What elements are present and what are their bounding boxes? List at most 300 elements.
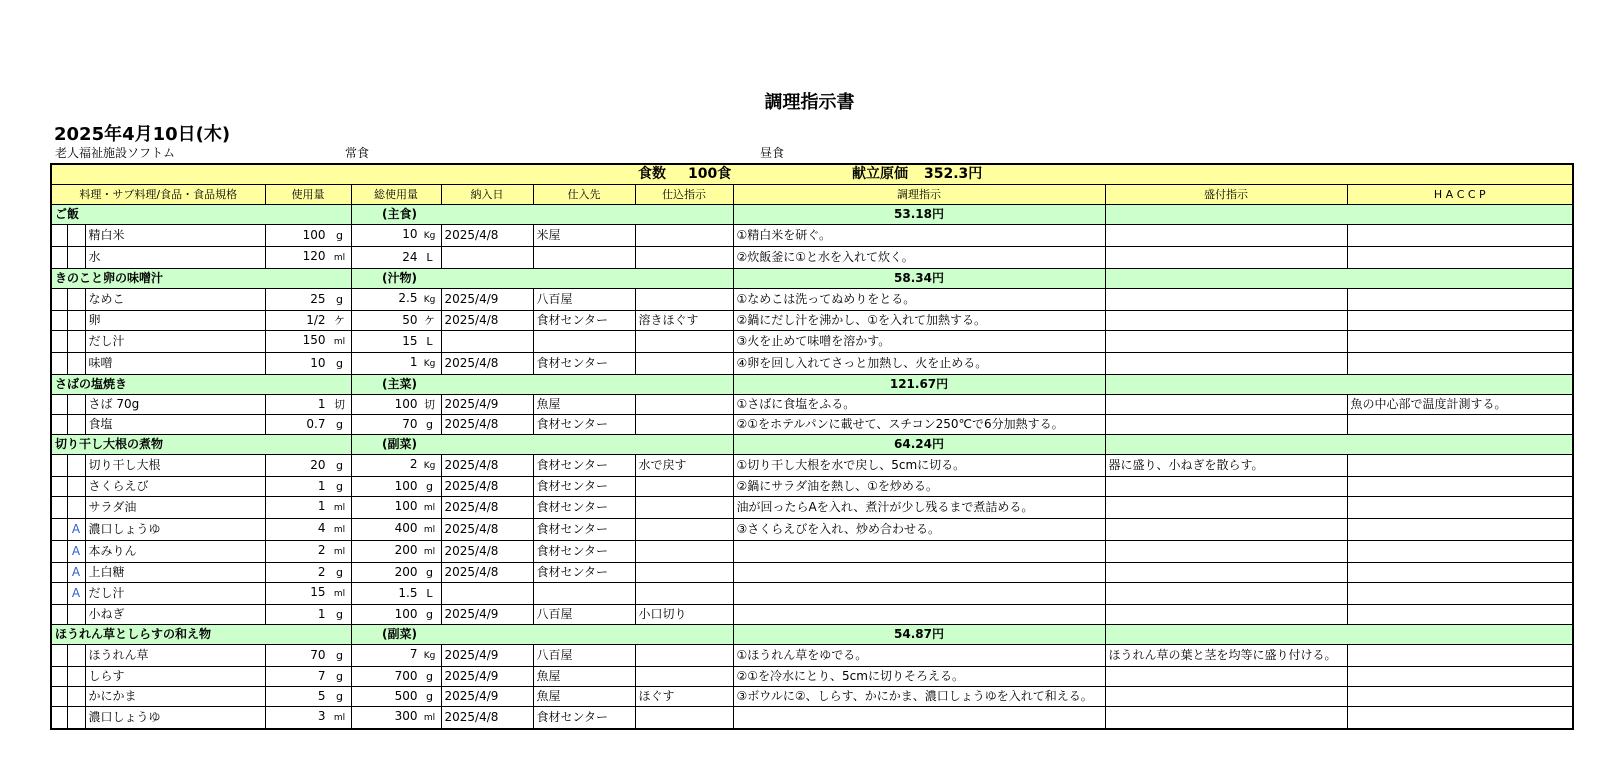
prep-instruction [635,289,733,311]
prep-instruction [635,415,733,435]
ingredient-name: かにかま [85,687,265,707]
supplier [533,331,635,353]
cooking-instruction [733,563,1105,583]
dish-name [51,435,417,455]
ingredient-name: ほうれん草 [85,645,265,667]
ingredient-row [51,497,1573,519]
plating-instruction [1105,395,1347,415]
usage-amount: 1 [317,479,326,493]
usage-unit: g [336,690,343,703]
header-haccp: H A C C P [1347,185,1573,205]
cooking-instruction: ①なめこは洗ってぬめりをとる。 [733,289,1105,311]
usage-unit: g [336,566,343,579]
delivery-date: 2025/4/8 [441,311,533,331]
usage-cell [265,605,351,625]
ingredient-row [51,311,1573,331]
delivery-date: 2025/4/8 [441,455,533,477]
cooking-instruction: 油が回ったらAを入れ、煮汁が少し残るまで煮詰める。 [733,497,1105,519]
usage-unit: g [336,608,343,621]
usage-unit: ml [333,713,346,723]
indent-cell [51,247,67,269]
indent-cell [51,563,67,583]
usage-cell [265,331,351,353]
menu-date: 2025年4月10日(木) [54,124,231,145]
ingredient-name: 切り干し大根 [85,455,265,477]
usage-cell [265,707,351,730]
usage-cell [265,497,351,519]
usage-amount: 120 [302,249,326,263]
usage-amount: 1/2 [306,313,326,327]
ingredient-row [51,667,1573,687]
plating-instruction [1105,497,1347,519]
usage-unit: g [336,459,343,472]
usage-unit: g [336,418,343,431]
usage-cell [265,519,351,541]
delivery-date: 2025/4/8 [441,353,533,375]
haccp-note [1347,353,1573,375]
indent-cell [51,687,67,707]
usage-amount: 1 [317,607,326,621]
seasoning-group-mark [67,477,85,497]
seasoning-group-mark: A [67,563,85,583]
total-amount: 1 [409,355,418,369]
seasoning-group-mark [67,455,85,477]
usage-cell [265,353,351,375]
usage-unit: g [336,480,343,493]
total-unit: g [426,670,433,683]
dish-name-text: 切り干し大根の煮物 [55,437,164,451]
total-unit: 切 [424,398,435,411]
supplier: 魚屋 [533,687,635,707]
usage-cell [265,541,351,563]
usage-amount: 5 [317,689,326,703]
cooking-instruction-table [50,163,1574,730]
supplier: 食材センター [533,353,635,375]
delivery-date: 2025/4/8 [441,225,533,247]
delivery-date: 2025/4/9 [441,605,533,625]
header-prep: 仕込指示 [635,185,733,205]
total-cell [351,395,441,415]
usage-amount: 2 [317,543,326,557]
total-cell [351,563,441,583]
prep-instruction [635,331,733,353]
indent-cell [51,311,67,331]
total-amount: 400 [394,521,418,535]
cost-label: 献立原価 [852,166,908,182]
plating-instruction [1105,247,1347,269]
total-cell [351,541,441,563]
dish-row [51,435,1573,455]
total-amount: 100 [394,499,418,513]
dish-spacer [1105,435,1573,455]
delivery-date: 2025/4/8 [441,519,533,541]
total-amount: 15 [402,334,418,348]
total-amount: 100 [394,479,418,493]
total-cell [351,289,441,311]
haccp-note [1347,311,1573,331]
dish-name [51,269,417,289]
usage-unit: g [336,649,343,662]
ingredient-row [51,415,1573,435]
supplier: 食材センター [533,455,635,477]
delivery-date: 2025/4/8 [441,563,533,583]
dish-name-text: きのこと卵の味噌汁 [55,271,164,285]
meal-type: 昼食 [760,146,785,160]
header-row [51,185,1573,205]
ingredient-name: 上白糖 [85,563,265,583]
cooking-instruction: ②炊飯釜に①と水を入れて炊く。 [733,247,1105,269]
ingredient-row [51,455,1573,477]
supplier: 食材センター [533,415,635,435]
total-cell [351,583,441,605]
usage-unit: ml [333,337,346,347]
cooking-instruction: ①精白米を研ぐ。 [733,225,1105,247]
usage-unit: 切 [334,398,345,411]
ingredient-name: 精白米 [85,225,265,247]
total-unit: ml [423,547,436,557]
seasoning-group-mark [67,353,85,375]
plating-instruction [1105,311,1347,331]
seasoning-group-mark [67,225,85,247]
usage-cell [265,583,351,605]
total-unit: Kg [423,651,436,661]
usage-cell [265,395,351,415]
haccp-note [1347,225,1573,247]
ingredient-name: サラダ油 [85,497,265,519]
usage-unit: g [336,293,343,306]
total-cell [351,687,441,707]
haccp-note [1347,707,1573,730]
facility-name: 老人福祉施設ソフトム [55,146,176,160]
delivery-date: 2025/4/9 [441,645,533,667]
supplier: 食材センター [533,311,635,331]
usage-cell [265,645,351,667]
ingredient-row [51,563,1573,583]
dish-cost: 121.67円 [733,375,1105,395]
delivery-date [441,331,533,353]
haccp-note [1347,289,1573,311]
plating-instruction [1105,415,1347,435]
total-amount: 700 [394,669,418,683]
haccp-note [1347,563,1573,583]
usage-amount: 70 [310,648,326,662]
seasoning-group-mark [67,497,85,519]
total-unit: L [426,251,433,264]
seasoning-group-mark: A [67,519,85,541]
haccp-note: 魚の中心部で温度計測する。 [1347,395,1573,415]
prep-instruction [635,225,733,247]
prep-instruction [635,563,733,583]
usage-cell [265,455,351,477]
ingredient-name: だし汁 [85,583,265,605]
total-unit: Kg [423,295,436,305]
dish-row [51,205,1573,225]
prep-instruction [635,667,733,687]
dish-row [51,375,1573,395]
seasoning-group-mark [67,395,85,415]
total-unit: g [426,566,433,579]
prep-instruction [635,497,733,519]
haccp-note [1347,687,1573,707]
indent-cell [51,395,67,415]
total-unit: g [426,418,433,431]
plating-instruction [1105,289,1347,311]
ingredient-row [51,645,1573,667]
supplier [533,583,635,605]
cooking-instruction: ③ボウルに②、しらす、かにかま、濃口しょうゆを入れて和える。 [733,687,1105,707]
usage-amount: 0.7 [306,417,326,431]
indent-cell [51,645,67,667]
total-amount: 1.5 [398,586,418,600]
supplier: 食材センター [533,477,635,497]
ingredient-row [51,353,1573,375]
seasoning-group-mark [67,289,85,311]
total-unit: ml [423,525,436,535]
prep-instruction: 水で戻す [635,455,733,477]
seasoning-group-mark [67,415,85,435]
plating-instruction [1105,519,1347,541]
total-amount: 24 [402,250,418,264]
usage-amount: 10 [310,356,326,370]
usage-cell [265,311,351,331]
supplier: 八百屋 [533,289,635,311]
prep-instruction [635,707,733,730]
indent-cell [51,519,67,541]
seasoning-group-mark [67,605,85,625]
haccp-note [1347,667,1573,687]
ingredient-row [51,395,1573,415]
haccp-note [1347,541,1573,563]
total-unit: Kg [423,359,436,369]
dish-name-text: ほうれん草としらすの和え物 [55,627,212,641]
delivery-date: 2025/4/8 [441,477,533,497]
seasoning-group-mark: A [67,583,85,605]
ingredient-name: だし汁 [85,331,265,353]
total-cell [351,519,441,541]
header-cooking: 調理指示 [733,185,1105,205]
dish-spacer [1105,625,1573,645]
dish-category: (主菜) [382,377,417,391]
haccp-note [1347,497,1573,519]
usage-cell [265,247,351,269]
prep-instruction [635,645,733,667]
ingredient-name: 卵 [85,311,265,331]
ingredient-name: 濃口しょうゆ [85,707,265,730]
usage-unit: ml [333,253,346,263]
dish-spacer [1105,269,1573,289]
dish-spacer [1105,375,1573,395]
cooking-instruction [733,583,1105,605]
dish-name-text: さばの塩焼き [55,377,128,391]
total-cell [351,311,441,331]
total-cell [351,331,441,353]
usage-unit: ml [333,525,346,535]
dish-category: (主食) [382,207,417,221]
total-amount: 200 [394,565,418,579]
total-amount: 500 [394,689,418,703]
usage-amount: 3 [317,709,326,723]
cooking-instruction: ①さばに食塩をふる。 [733,395,1105,415]
total-unit: Kg [423,461,436,471]
plating-instruction [1105,331,1347,353]
total-cell [351,415,441,435]
plating-instruction [1105,353,1347,375]
usage-amount: 100 [302,228,326,242]
dish-name-text: ご飯 [55,207,80,221]
plating-instruction [1105,477,1347,497]
ingredient-name: 味噌 [85,353,265,375]
usage-unit: ケ [334,314,345,327]
plating-instruction [1105,605,1347,625]
total-amount: 100 [394,397,418,411]
total-amount: 70 [402,417,418,431]
seasoning-group-mark [67,667,85,687]
total-unit: L [426,335,433,348]
haccp-note [1347,645,1573,667]
seasoning-group-mark [67,687,85,707]
supplier: 八百屋 [533,645,635,667]
indent-cell [51,667,67,687]
plating-instruction [1105,707,1347,730]
dish-cost: 64.24円 [733,435,1105,455]
delivery-date: 2025/4/9 [441,395,533,415]
ingredient-row [51,541,1573,563]
page-title: 調理指示書 [764,92,855,113]
dish-row [51,269,1573,289]
usage-unit: g [336,229,343,242]
header-supplier: 仕入先 [533,185,635,205]
header-usage: 使用量 [265,185,351,205]
supplier: 魚屋 [533,667,635,687]
dish-category: (副菜) [382,627,417,641]
header-total: 総使用量 [351,185,441,205]
supplier: 食材センター [533,519,635,541]
indent-cell [51,497,67,519]
usage-amount: 4 [317,521,326,535]
cooking-instruction: ①切り干し大根を水で戻し、5cmに切る。 [733,455,1105,477]
cooking-instruction: ③さくらえびを入れ、炒め合わせる。 [733,519,1105,541]
total-amount: 10 [402,227,418,241]
supplier [533,247,635,269]
delivery-date [441,583,533,605]
usage-unit: ml [333,589,346,599]
usage-unit: g [336,670,343,683]
header-delivery: 納入日 [441,185,533,205]
indent-cell [51,289,67,311]
delivery-date: 2025/4/8 [441,497,533,519]
total-amount: 2 [409,457,418,471]
total-unit: ml [423,503,436,513]
usage-amount: 25 [310,292,326,306]
total-cell [351,605,441,625]
total-cell [351,477,441,497]
plating-instruction [1105,687,1347,707]
usage-unit: ml [333,547,346,557]
total-cell [351,455,441,477]
seasoning-group-mark [67,645,85,667]
indent-cell [51,455,67,477]
ingredient-name: さば 70g [85,395,265,415]
haccp-note [1347,455,1573,477]
cooking-instruction: ②鍋にだし汁を沸かし、①を入れて加熱する。 [733,311,1105,331]
servings-value: 100食 [688,166,732,182]
usage-amount: 7 [317,669,326,683]
total-cell [351,645,441,667]
delivery-date: 2025/4/8 [441,541,533,563]
usage-unit: ml [333,503,346,513]
prep-instruction: 小口切り [635,605,733,625]
haccp-note [1347,247,1573,269]
dish-name [51,205,417,225]
haccp-note [1347,415,1573,435]
prep-instruction [635,541,733,563]
seasoning-group-mark [67,331,85,353]
supplier: 米屋 [533,225,635,247]
ingredient-row [51,687,1573,707]
total-amount: 100 [394,607,418,621]
ingredient-row [51,289,1573,311]
total-amount: 200 [394,543,418,557]
usage-amount: 150 [302,333,326,347]
total-cell [351,707,441,730]
prep-instruction [635,395,733,415]
haccp-note [1347,477,1573,497]
haccp-note [1347,331,1573,353]
usage-cell [265,289,351,311]
indent-cell [51,707,67,730]
ingredient-name: 本みりん [85,541,265,563]
ingredient-row [51,477,1573,497]
prep-instruction [635,583,733,605]
seasoning-group-mark [67,247,85,269]
plating-instruction [1105,541,1347,563]
dish-category: (汁物) [382,271,417,285]
supplier: 魚屋 [533,395,635,415]
cooking-instruction: ④卵を回し入れてさっと加熱し、火を止める。 [733,353,1105,375]
dish-cost: 58.34円 [733,269,1105,289]
delivery-date: 2025/4/9 [441,687,533,707]
haccp-note [1347,519,1573,541]
usage-cell [265,667,351,687]
usage-amount: 15 [310,585,326,599]
usage-amount: 1 [317,397,326,411]
indent-cell [51,331,67,353]
ingredient-name: しらす [85,667,265,687]
plating-instruction [1105,667,1347,687]
dish-name [51,375,417,395]
cost-value: 352.3円 [924,166,983,182]
dish-cost: 53.18円 [733,205,1105,225]
indent-cell [51,477,67,497]
usage-amount: 2 [317,565,326,579]
total-amount: 7 [409,647,418,661]
usage-amount: 20 [310,458,326,472]
prep-instruction [635,247,733,269]
supplier: 食材センター [533,497,635,519]
total-amount: 300 [394,709,418,723]
supplier: 食材センター [533,563,635,583]
seasoning-group-mark [67,311,85,331]
total-unit: ケ [424,314,435,327]
dish-cost: 54.87円 [733,625,1105,645]
plating-instruction [1105,563,1347,583]
cooking-instruction: ①ほうれん草をゆでる。 [733,645,1105,667]
indent-cell [51,225,67,247]
usage-unit: g [336,357,343,370]
ingredient-name: さくらえび [85,477,265,497]
ingredient-row [51,331,1573,353]
ingredient-name: なめこ [85,289,265,311]
